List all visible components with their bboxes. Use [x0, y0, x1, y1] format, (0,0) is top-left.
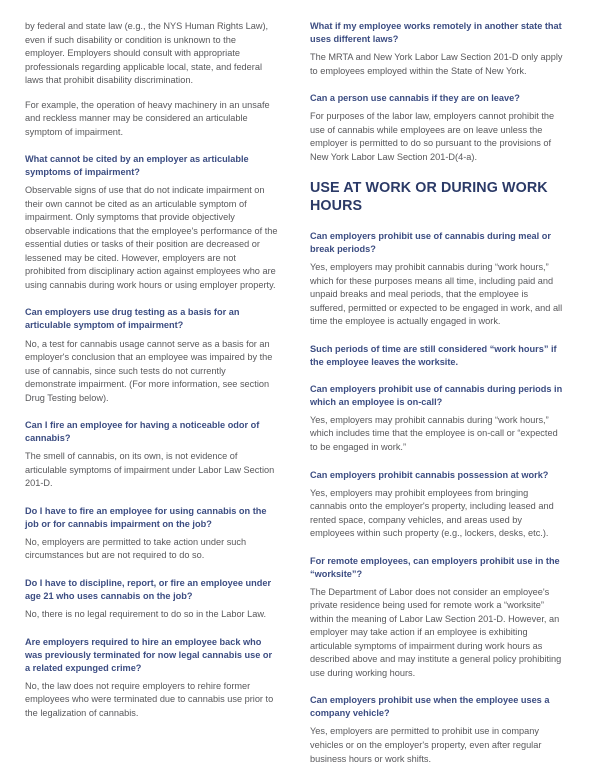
right-column: [310, 20, 563, 777]
faq-answer: The smell of cannabis, on its own, is not evidence of articulable symptoms of impairment under Labor Law Section 201-D.: [25, 451, 275, 489]
faq-question: Can employers use drug testing as a basis for an articulable symptom of impairment?: [25, 307, 240, 331]
faq-question: Can a person use cannabis if they are on leave?: [310, 93, 520, 104]
faq-answer: Yes, employers may prohibit employees from bringing cannabis onto the employer's property, including leased and rented space, company vehicles, and areas used by employees within such property (e.g., lockers, desks, etc.).: [310, 487, 554, 539]
content-block: [25, 20, 278, 88]
content-block: [310, 180, 563, 216]
faq-answer: No, employers are permitted to take action under such circumstances but are not required to do so.: [25, 536, 247, 561]
faq-question: For remote employees, can employers prohibit use in the “worksite”?: [310, 555, 560, 579]
faq-answer: No, there is no legal requirement to do so in the Labor Law.: [25, 609, 267, 620]
faq-answer: Yes, employers may prohibit cannabis during “work hours,” which for these purposes means all time, including paid and unpaid breaks and meal periods, that the employee is suffered, permitted or expected to be engaged in work, and all time the employee is actually engaged in work.: [310, 262, 563, 327]
faq-question: What cannot be cited by an employer as articulable symptoms of impairment?: [25, 154, 249, 178]
faq-answer: No, a test for cannabis usage cannot serve as a basis for an employer's conclusion that an employee was impaired by the use of cannabis, since such tests do not currently demonstrate impairment. (For more information, see section Drug Testing below).: [25, 338, 273, 403]
faq-question: Do I have to fire an employee for using cannabis on the job or for cannabis impairment on the job?: [25, 505, 267, 529]
content-block: [310, 343, 563, 369]
content-block: [310, 469, 563, 541]
content-block: [25, 577, 278, 622]
content-block: [310, 383, 563, 455]
content-block: [25, 636, 278, 721]
faq-question: Such periods of time are still considered “work hours” if the employee leaves the worksite.: [310, 343, 557, 367]
faq-question: Can employers prohibit use of cannabis during periods in which an employee is on-call?: [310, 383, 563, 407]
content-block: [25, 153, 278, 292]
faq-answer: Yes, employers are permitted to prohibit use in company vehicles or on the employer's property, even after regular business hours or work shifts.: [310, 726, 542, 764]
faq-question: Can employers prohibit use when the employee uses a company vehicle?: [310, 695, 550, 719]
content-block: [310, 230, 563, 329]
content-block: [310, 555, 563, 681]
section-heading: USE AT WORK OR DURING WORK HOURS: [310, 180, 548, 215]
content-block: [25, 306, 278, 405]
faq-question: Are employers required to hire an employee back who was previously terminated for now legal cannabis use or a related expunged crime?: [25, 636, 273, 673]
faq-question: Do I have to discipline, report, or fire an employee under age 21 who uses cannabis on the job?: [25, 577, 272, 601]
faq-answer: No, the law does not require employers to rehire former employees who were terminated due to cannabis use prior to the legalization of cannabis.: [25, 680, 274, 718]
faq-question: Can I fire an employee for having a noticeable odor of cannabis?: [25, 420, 260, 444]
body-paragraph: by federal and state law (e.g., the NYS Human Rights Law), even if such disability or condition is unknown to the employer. Employers should consult with appropriate professionals regarding applicable local, state, and federal laws that prohibit disability discrimination.: [25, 21, 269, 86]
faq-answer: The MRTA and New York Labor Law Section 201-D only apply to employees employed within the State of New York.: [310, 52, 563, 76]
faq-answer: Yes, employers may prohibit cannabis during “work hours,” which includes time that the employee is on-call or “expected to be engaged in work.”: [310, 414, 558, 452]
content-block: [310, 694, 563, 766]
content-block: [25, 505, 278, 563]
content-block: [310, 20, 563, 78]
faq-question: What if my employee works remotely in another state that uses different laws?: [310, 21, 562, 45]
body-paragraph: For example, the operation of heavy machinery in an unsafe and reckless manner may be considered an articulable symptom of impairment.: [25, 99, 270, 137]
faq-question: Can employers prohibit use of cannabis during meal or break periods?: [310, 231, 551, 255]
content-block: [25, 99, 278, 140]
faq-question: Can employers prohibit cannabis possession at work?: [310, 469, 549, 480]
faq-answer: Observable signs of use that do not indicate impairment on their own cannot be cited as an articulable symptom of impairment. Only symptoms that provide objectively observable indications that the employee's performance of the essential duties or tasks of their position are decreased or lessened may be cited. However, employers are not prohibited from disciplinary action against employees who are using cannabis during work hours or using employer property.: [25, 185, 278, 290]
content-block: [310, 92, 563, 164]
faq-answer: The Department of Labor does not consider an employee's private residence being used for remote work a “worksite” within the meaning of Labor Law Section 201-D. However, an employer may take action if an employee is exhibiting articulable symptoms of impairment during work hours as described above and may institute a general policy prohibiting use during working hours.: [310, 586, 562, 678]
left-column: [25, 20, 278, 731]
faq-answer: For purposes of the labor law, employers cannot prohibit the use of cannabis while employees are on leave unless the employer is permitted to do so pursuant to the provisions of New York Labor Law Section 201-D(4-a).: [310, 111, 555, 162]
content-block: [25, 419, 278, 491]
